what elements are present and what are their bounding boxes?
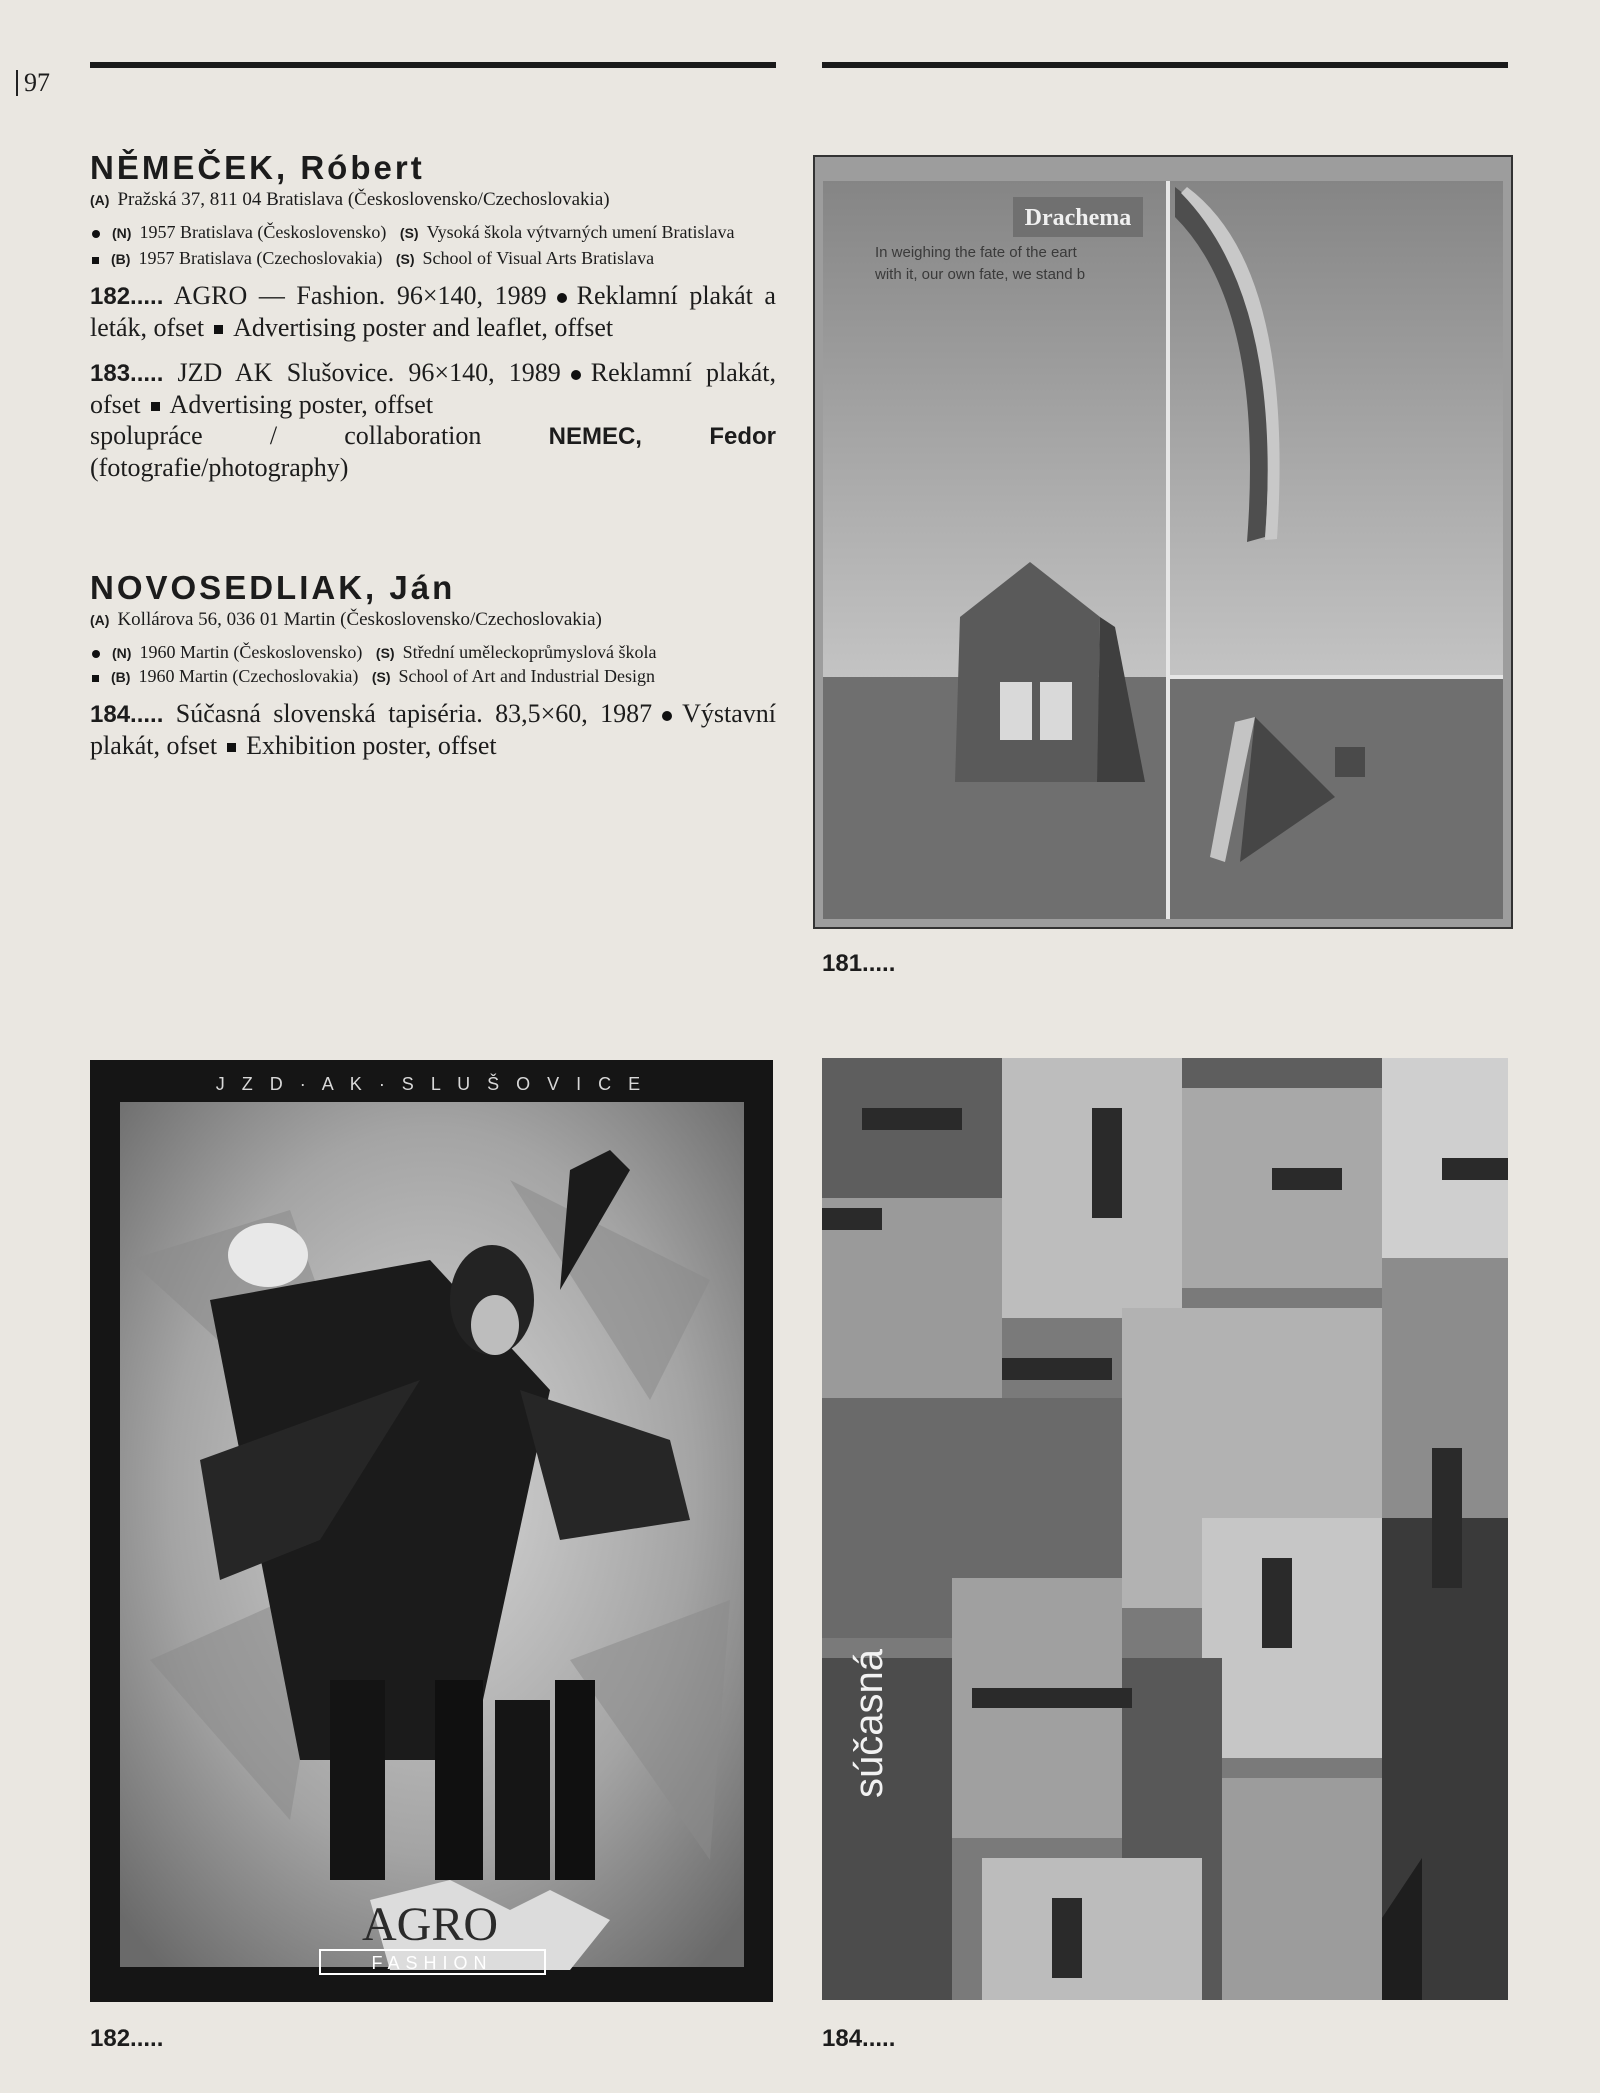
drachema-logo: Drachema [1024, 205, 1132, 231]
caption-184: 184..... [822, 2025, 896, 2052]
birth-study-english: (B) 1960 Martin (Czechoslovakia) (S) School of Art and Industrial Design [90, 665, 776, 688]
bullet-square-icon [151, 402, 160, 411]
entry-novosedliak [90, 570, 776, 761]
poster-182-header: J Z D · A K · S L U Š O V I C E [215, 1074, 647, 1094]
caption-181: 181..... [822, 950, 896, 977]
page-number: 97 [16, 70, 50, 96]
poster-181 [813, 155, 1513, 929]
poster-182 [90, 1060, 773, 2002]
artist-address: (A) Kollárova 56, 036 01 Martin (Československo/Czechoslovakia) [90, 609, 602, 631]
poster-181-tagline-1: In weighing the fate of the eart [875, 244, 1077, 261]
bullet-dot-icon [92, 650, 100, 658]
bullet-dot-icon [557, 293, 567, 303]
entry-nemecek [90, 150, 776, 483]
bullet-square-icon [92, 675, 99, 682]
bullet-square-icon [92, 257, 99, 264]
poster-181-tagline-2: with it, our own fate, we stand b [875, 266, 1086, 283]
top-rule-left [90, 62, 776, 68]
caption-182: 182..... [90, 2025, 164, 2052]
top-rule-right [822, 62, 1508, 68]
artist-address: (A) Pražská 37, 811 04 Bratislava (Československo/Czechoslovakia) [90, 189, 610, 211]
bullet-dot-icon [662, 711, 672, 721]
bullet-square-icon [227, 743, 236, 752]
bullet-square-icon [214, 325, 223, 334]
birth-study-english: (B) 1957 Bratislava (Czechoslovakia) (S) School of Visual Arts Bratislava [90, 247, 776, 270]
poster-182-art [90, 1060, 773, 2002]
work-entry-183: 183..... JZD AK Slušovice. 96×140, 1989 Reklamní plakát, ofset Advertising poster, offset spolupráce / collaboration NEMEC, Fedor (fotografie/photography) [90, 357, 777, 482]
poster-181-art [815, 157, 1511, 927]
agro-fashion-label: FASHION [371, 1953, 493, 1973]
bullet-dot-icon [92, 230, 100, 238]
birth-study-czech: (N) 1960 Martin (Československo) (S) Střední uměleckoprůmyslová škola [90, 641, 776, 664]
artist-name: NĚMEČEK, Róbert [90, 149, 425, 186]
work-entry-182: 182..... AGRO — Fashion. 96×140, 1989 Reklamní plakát a leták, ofset Advertising poster and leaflet, offset [90, 280, 776, 342]
poster-184 [822, 1058, 1508, 2000]
poster-184-vertical-word: súčasná [847, 1649, 891, 1798]
work-entry-184: 184..... Súčasná slovenská tapiséria. 83,5×60, 1987 Výstavní plakát, ofset Exhibition poster, offset [90, 698, 777, 760]
agro-logo: AGRO [361, 1898, 499, 1951]
birth-study-czech: (N) 1957 Bratislava (Československo) (S) Vysoká škola výtvarných umení Bratislava [90, 221, 776, 244]
artist-name: NOVOSEDLIAK, Ján [90, 569, 456, 606]
bullet-dot-icon [571, 370, 581, 380]
poster-184-art [822, 1058, 1508, 2000]
